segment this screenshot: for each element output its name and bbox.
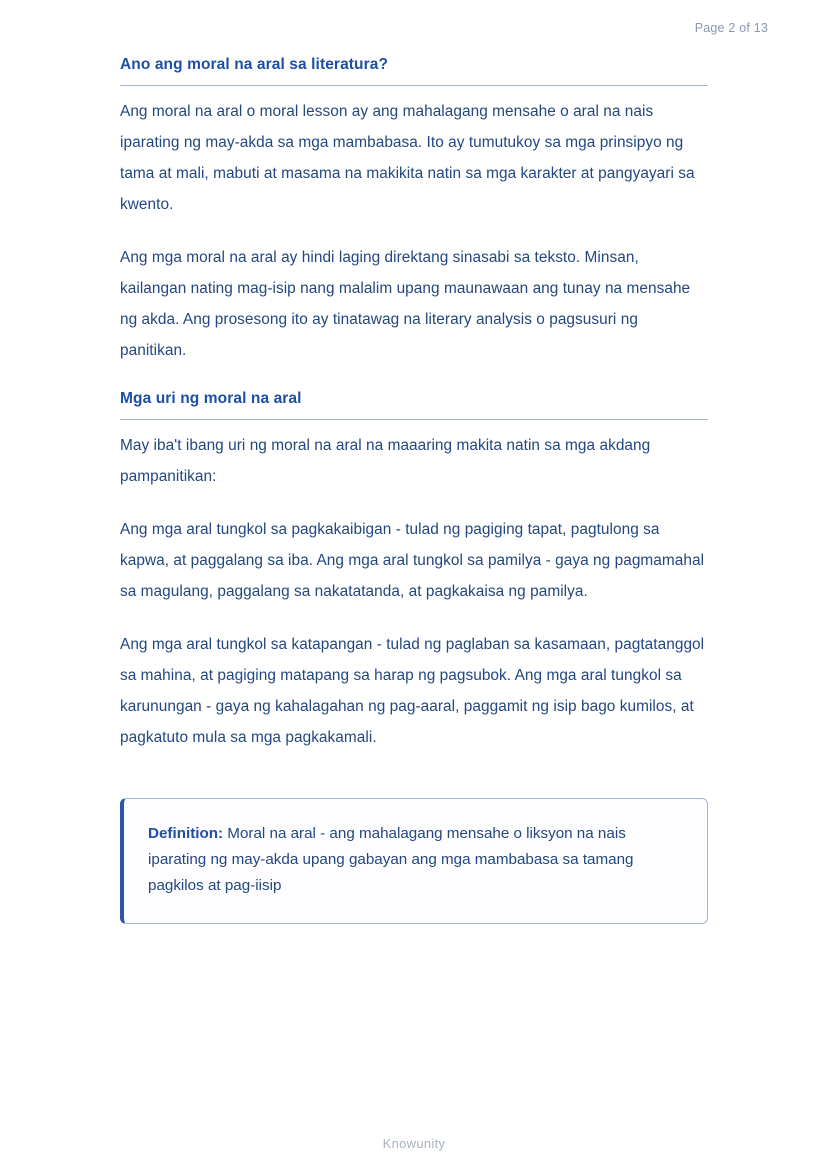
document-content <box>120 56 708 924</box>
paragraph-2-2: Ang mga aral tungkol sa pagkakaibigan - tulad ng pagiging tapat, pagtulong sa kapwa, at paggalang sa iba. Ang mga aral tungkol sa pamilya - gaya ng pagmamahal sa magulang, paggalang sa nakatatanda, at pagkakaisa ng pamilya. <box>120 521 705 600</box>
paragraph-1-1: Ang moral na aral o moral lesson ay ang mahalagang mensahe o aral na nais iparating ng may-akda sa mga mambabasa. Ito ay tumutukoy sa mga prinsipyo ng tama at mali, mabuti at masama na makikita natin sa mga karakter at pangyayari sa kwento. <box>120 103 695 213</box>
section-2-wrap <box>120 390 708 753</box>
paragraph-1-2: Ang mga moral na aral ay hindi laging direktang sinasabi sa teksto. Minsan, kailangan nating mag-isip nang malalim upang maunawaan ang tunay na mensahe ng akda. Ang prosesong ito ay tinatawag na literary analysis o pagsusuri ng panitikan. <box>120 249 691 359</box>
section-heading-2: Mga uri ng moral na aral <box>120 390 708 420</box>
section-heading-1: Ano ang moral na aral sa literatura? <box>120 56 708 86</box>
footer-brand: Knowunity <box>382 1136 446 1151</box>
definition-text <box>148 821 683 899</box>
paragraph-2-3: Ang mga aral tungkol sa katapangan - tulad ng paglaban sa kasamaan, pagtatanggol sa mahina, at pagiging matapang sa harap ng pagsubok. Ang mga aral tungkol sa karunungan - gaya ng kahalagahan ng pag-aaral, paggamit ng isip bago kumilos, at pagkatuto mula sa mga pagkakamali. <box>120 636 705 746</box>
paragraph-2-1: May iba't ibang uri ng moral na aral na maaaring makita natin sa mga akdang pampanitikan: <box>120 437 651 485</box>
definition-body: Moral na aral - ang mahalagang mensahe o liksyon na nais iparating ng may-akda upang gabayan ang mga mambabasa sa tamang pagkilos at pag-iisip <box>148 825 634 894</box>
page-number: Page 2 of 13 <box>694 21 768 35</box>
definition-label: Definition: <box>148 825 224 842</box>
definition-callout <box>120 798 708 924</box>
